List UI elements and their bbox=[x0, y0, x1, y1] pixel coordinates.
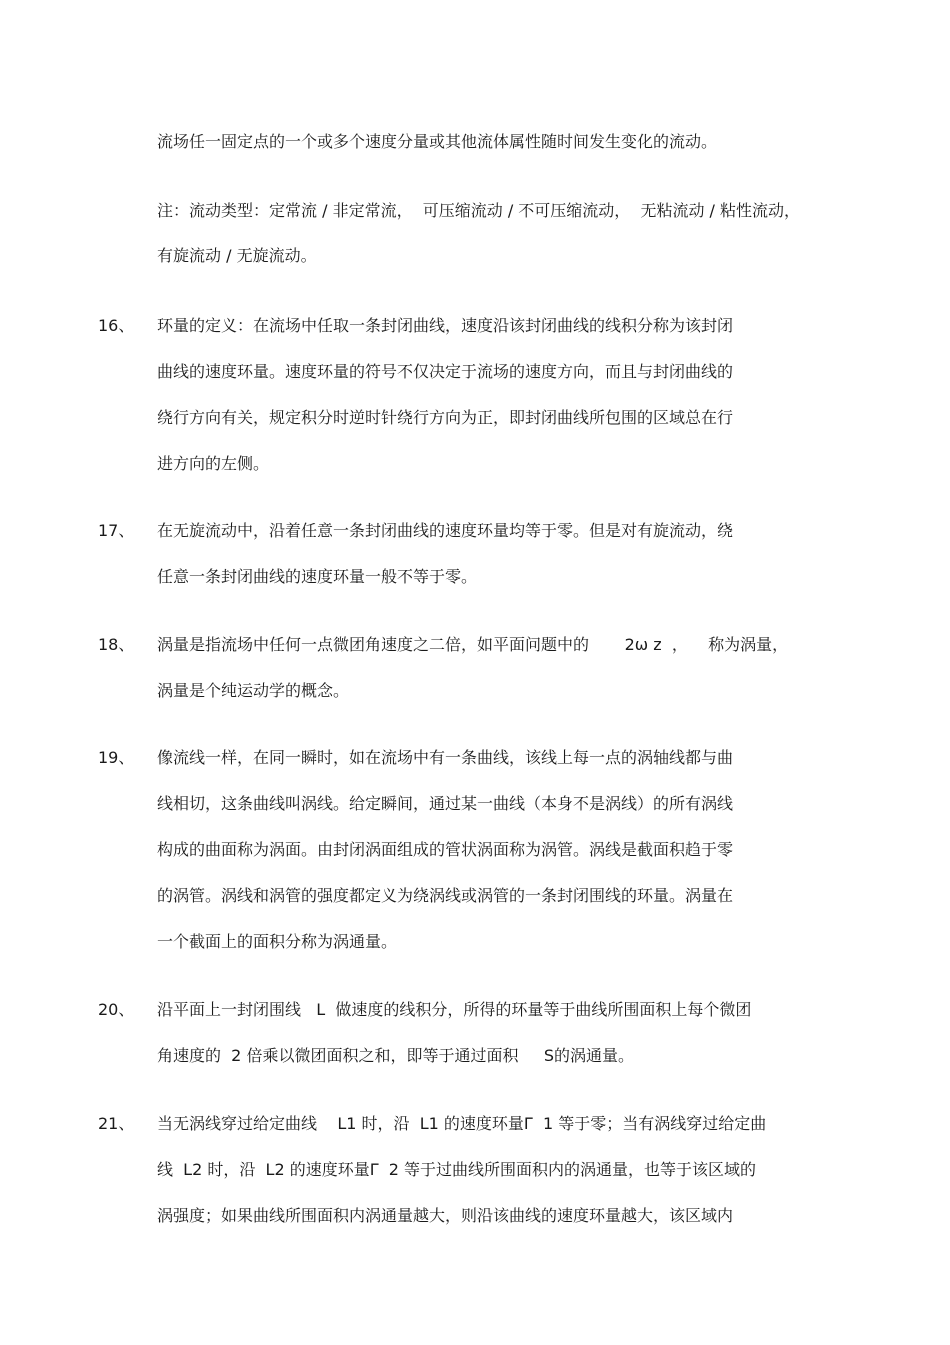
item-line: 涡量是个纯运动学的概念。 bbox=[157, 681, 350, 700]
item-line: 曲线的速度环量。速度环量的符号不仅决定于流场的速度方向，而且与封闭曲线的 bbox=[157, 362, 734, 381]
item-line: 绕行方向有关，规定积分时逆时针绕行方向为正，即封闭曲线所包围的区域总在行 bbox=[157, 408, 734, 427]
item-number: 19、 bbox=[98, 748, 135, 767]
item-line: 的涡管。涡线和涡管的强度都定义为绕涡线或涡管的一条封闭围线的环量。涡量在 bbox=[157, 886, 734, 905]
intro-line: 流场任一固定点的一个或多个速度分量或其他流体属性随时间发生变化的流动。 bbox=[157, 132, 718, 151]
item-number: 21、 bbox=[98, 1114, 135, 1133]
item-line: 环量的定义：在流场中任取一条封闭曲线，速度沿该封闭曲线的线积分称为该封闭 bbox=[157, 316, 734, 335]
item-line: 像流线一样，在同一瞬时，如在流场中有一条曲线，该线上每一点的涡轴线都与曲 bbox=[157, 748, 734, 767]
item-number: 16、 bbox=[98, 316, 135, 335]
item-line: 进方向的左侧。 bbox=[157, 454, 270, 473]
item-line: 当无涡线穿过给定曲线 L1 时，沿 L1 的速度环量Γ 1 等于零；当有涡线穿过给定曲 bbox=[157, 1114, 767, 1133]
item-number: 18、 bbox=[98, 635, 135, 654]
item-line: 一个截面上的面积分称为涡通量。 bbox=[157, 932, 398, 951]
item-line: 构成的曲面称为涡面。由封闭涡面组成的管状涡面称为涡管。涡线是截面积趋于零 bbox=[157, 840, 734, 859]
item-line: 角速度的 2 倍乘以微团面积之和，即等于通过面积 S的涡通量。 bbox=[157, 1046, 635, 1065]
item-line: 在无旋流动中，沿着任意一条封闭曲线的速度环量均等于零。但是对有旋流动，绕 bbox=[157, 521, 734, 540]
item-line: 任意一条封闭曲线的速度环量一般不等于零。 bbox=[157, 567, 478, 586]
note-line: 注：流动类型：定常流 / 非定常流， 可压缩流动 / 不可压缩流动， 无粘流动 / 粘性流动， bbox=[157, 201, 801, 220]
item-line: 线 L2 时，沿 L2 的速度环量Γ 2 等于过曲线所围面积内的涡通量，也等于该区域的 bbox=[157, 1160, 757, 1179]
item-number: 20、 bbox=[98, 1000, 135, 1019]
item-line: 涡强度；如果曲线所围面积内涡通量越大，则沿该曲线的速度环量越大，该区域内 bbox=[157, 1206, 734, 1225]
item-line: 沿平面上一封闭围线 L 做速度的线积分，所得的环量等于曲线所围面积上每个微团 bbox=[157, 1000, 752, 1019]
item-number: 17、 bbox=[98, 521, 135, 540]
note-line: 有旋流动 / 无旋流动。 bbox=[157, 246, 317, 265]
item-line: 涡量是指流场中任何一点微团角速度之二倍，如平面问题中的 2ω z ， 称为涡量， bbox=[157, 635, 789, 654]
item-line: 线相切，这条曲线叫涡线。给定瞬间，通过某一曲线（本身不是涡线）的所有涡线 bbox=[157, 794, 734, 813]
